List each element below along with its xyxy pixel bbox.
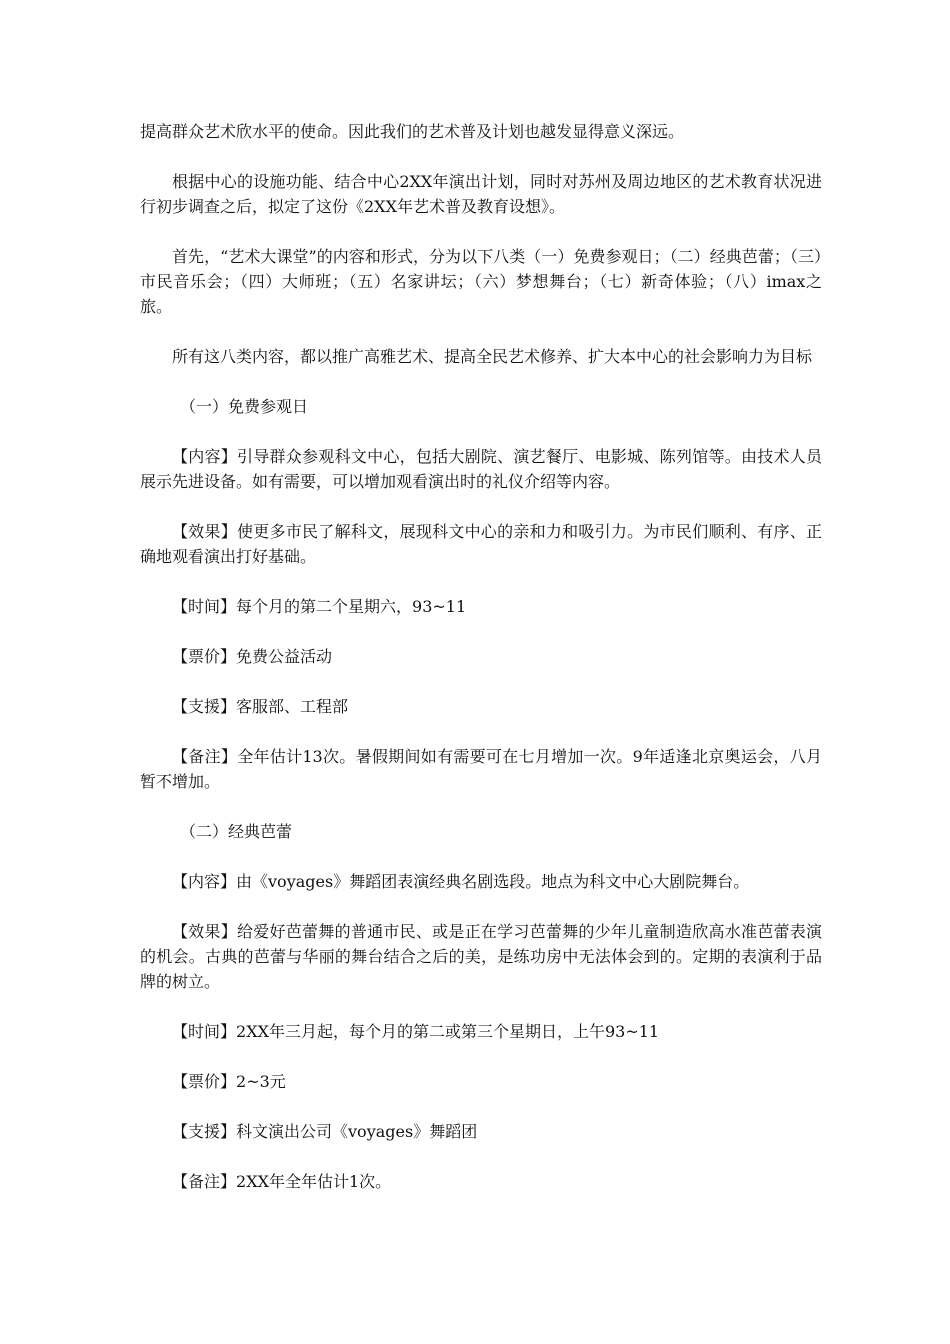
item-effect [140, 919, 822, 994]
item-text: 由《voyages》舞蹈团表演经典名剧选段。地点为科文中心大剧院舞台。 [236, 872, 750, 891]
item-time [140, 594, 822, 619]
section-heading-text: （二）经典芭蕾 [180, 822, 293, 841]
item-tag: 【内容】 [172, 447, 238, 466]
item-ticket-price [140, 1069, 822, 1094]
document-body [140, 119, 822, 1219]
item-remarks [140, 744, 822, 794]
paragraph-eight-categories [140, 244, 822, 319]
item-tag: 【效果】 [172, 522, 238, 541]
item-tag: 【时间】 [172, 597, 237, 616]
item-tag: 【备注】 [172, 1172, 237, 1191]
paragraph-goal [140, 344, 822, 369]
item-tag: 【票价】 [172, 1072, 237, 1091]
item-ticket-price [140, 644, 822, 669]
paragraph-plan-background [140, 169, 822, 219]
item-effect [140, 519, 822, 569]
item-text: 给爱好芭蕾舞的普通市民、或是正在学习芭蕾舞的少年儿童制造欣高水准芭蕾表演的机会。古典的芭蕾与华丽的舞台结合之后的美，是练功房中无法体会到的。定期的表演利于品牌的树立。 [140, 922, 822, 991]
item-tag: 【支援】 [172, 1122, 237, 1141]
item-tag: 【支援】 [172, 697, 237, 716]
item-text: 客服部、工程部 [236, 697, 349, 716]
item-text: 科文演出公司《voyages》舞蹈团 [236, 1122, 478, 1141]
section-heading-text: （一）免费参观日 [180, 397, 309, 416]
paragraph-text: 所有这八类内容，都以推广高雅艺术、提高全民艺术修养、扩大本中心的社会影响力为目标 [172, 347, 813, 366]
item-remarks [140, 1169, 822, 1194]
paragraph-text: 提高群众艺术欣水平的使命。因此我们的艺术普及计划也越发显得意义深远。 [140, 122, 685, 141]
item-support [140, 1119, 822, 1144]
item-content [140, 869, 822, 894]
item-tag: 【内容】 [172, 872, 237, 891]
item-tag: 【效果】 [172, 922, 238, 941]
item-tag: 【时间】 [172, 1022, 237, 1041]
section-heading-classic-ballet [140, 819, 822, 844]
paragraph-text: 首先，“艺术大课堂”的内容和形式，分为以下八类（一）免费参观日；（二）经典芭蕾；（三）市民音乐会；（四）大师班；（五）名家讲坛；（六）梦想舞台；（七）新奇体验；（八）imax之旅。 [140, 247, 822, 316]
item-text: 2~3元 [236, 1072, 286, 1091]
paragraph-text: 根据中心的设施功能、结合中心2XX年演出计划，同时对苏州及周边地区的艺术教育状况进行初步调查之后，拟定了这份《2XX年艺术普及教育设想》。 [140, 172, 822, 216]
item-time [140, 1019, 822, 1044]
item-text: 每个月的第二个星期六，93~11 [236, 597, 467, 616]
item-content [140, 444, 822, 494]
item-text: 引导群众参观科文中心，包括大剧院、演艺餐厅、电影城、陈列馆等。由技术人员展示先进设备。如有需要，可以增加观看演出时的礼仪介绍等内容。 [140, 447, 822, 491]
item-support [140, 694, 822, 719]
paragraph-intro-continuation [140, 119, 822, 144]
item-tag: 【备注】 [172, 747, 238, 766]
item-text: 使更多市民了解科文，展现科文中心的亲和力和吸引力。为市民们顺利、有序、正确地观看演出打好基础。 [140, 522, 822, 566]
section-heading-free-visit-day [140, 394, 822, 419]
item-text: 2XX年全年估计1次。 [236, 1172, 392, 1191]
item-text: 免费公益活动 [236, 647, 333, 666]
item-text: 全年估计13次。暑假期间如有需要可在七月增加一次。9年适逢北京奥运会，八月暂不增加。 [140, 747, 822, 791]
item-text: 2XX年三月起，每个月的第二或第三个星期日，上午93~11 [236, 1022, 660, 1041]
item-tag: 【票价】 [172, 647, 237, 666]
